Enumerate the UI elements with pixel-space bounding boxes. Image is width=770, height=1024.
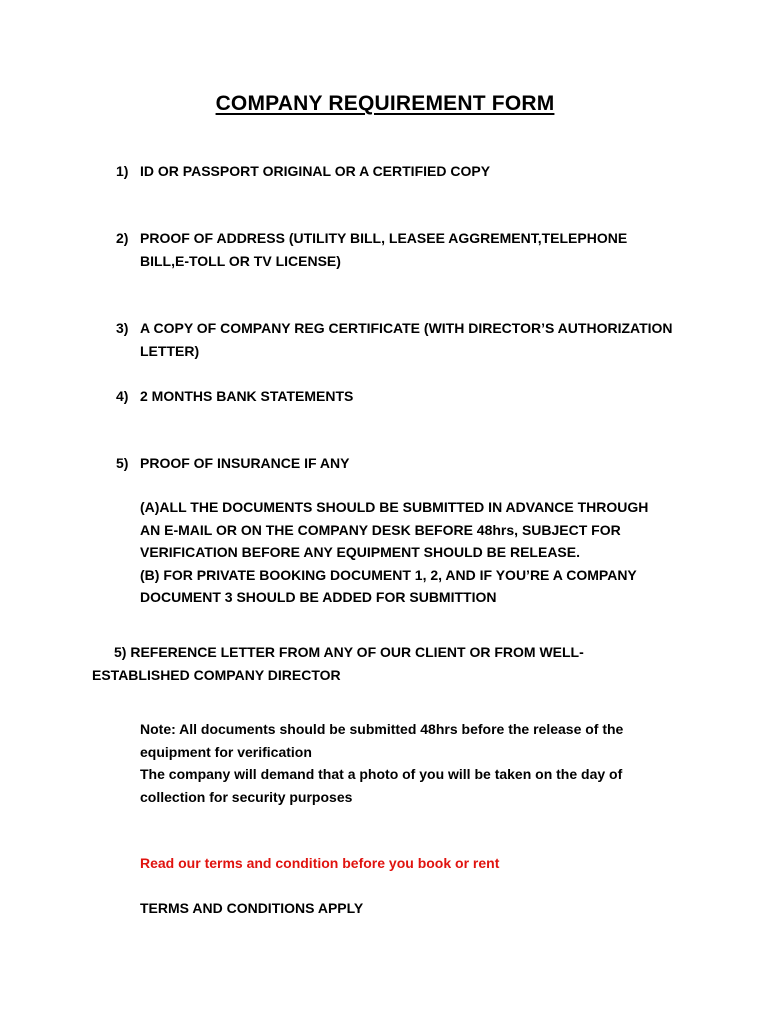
note-verification-text: Note: All documents should be submitted 48hrs before the release of the equipment for verification [140,721,624,760]
list-item-id-passport [116,160,676,183]
list-item-text: PROOF OF INSURANCE IF ANY [140,455,350,471]
notice-b-text: (B) FOR PRIVATE BOOKING DOCUMENT 1, 2, AND IF YOU’RE A COMPANY DOCUMENT 3 SHOULD BE ADDED FOR SUBMITTION [140,566,637,605]
terms-apply-text: TERMS AND CONDITIONS APPLY [140,900,364,916]
list-item-number: 5) [116,455,129,471]
list-item-number: 2) [116,230,129,246]
notice-paragraph [140,496,660,609]
list-item-insurance [116,452,676,475]
list-item-text: 2 MONTHS BANK STATEMENTS [140,388,354,404]
terms-notice-text: Read our terms and condition before you book or rent [140,855,500,871]
note-block [140,718,680,808]
list-item-text: PROOF OF ADDRESS (UTILITY BILL, LEASEE AGGREMENT,TELEPHONE BILL,E-TOLL OR TV LICENSE) [140,230,628,269]
list-item-bank-statements [116,385,676,408]
list-item-number: 1) [116,163,129,179]
notice-a-text: (A)ALL THE DOCUMENTS SHOULD BE SUBMITTED IN ADVANCE THROUGH AN E-MAIL OR ON THE COMPANY DESK BEFORE 48hrs, SUBJECT FOR VERIFICATION BEFORE ANY EQUIPMENT SHOULD BE RELEASE. [140,499,649,560]
note-photo-text: The company will demand that a photo of you will be taken on the day of collection for security purposes [140,766,623,805]
list-item-proof-of-address [116,227,676,272]
list-item-text: A COPY OF COMPANY REG CERTIFICATE (WITH DIRECTOR’S AUTHORIZATION LETTER) [140,320,673,359]
list-item-company-reg [116,317,676,362]
list-item-number: 3) [116,320,129,336]
list-item-number: 4) [116,388,129,404]
list-item-text: ID OR PASSPORT ORIGINAL OR A CERTIFIED COPY [140,163,491,179]
page-title: COMPANY REQUIREMENT FORM [215,92,555,115]
reference-letter-text: 5) REFERENCE LETTER FROM ANY OF OUR CLIENT OR FROM WELL-ESTABLISHED COMPANY DIRECTOR [92,644,584,683]
